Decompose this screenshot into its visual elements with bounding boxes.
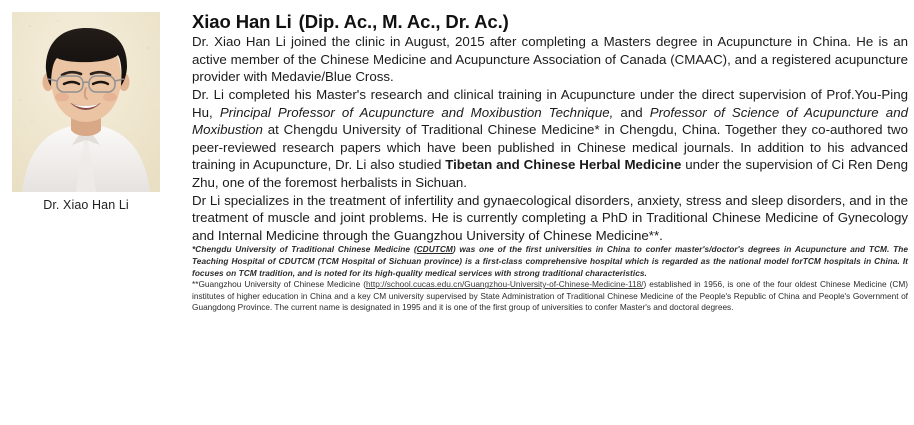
photo-column [0, 0, 172, 425]
bio-text-column [192, 0, 908, 314]
footnote-2-segment-2: ) established in 1956, is one of the four oldest Chinese Medicine (CM) institutes of higher education in China and a key CM university supervised by State Administration of Traditional Chinese Medicine of the People's Republic of China and People's Government of Guangdong Province. The current name is designated in 1995 and it is one of the first group of universities to confer Master's and doctoral degrees. [192, 279, 909, 313]
page-title [192, 0, 908, 33]
bio-p2-italic-title-1: Principal Professor of Acupuncture and Moxibustion Technique, [219, 104, 614, 120]
footnote-1-segment-2: ) was one of the first universities in China to confer master's/doctor's degrees in Acupuncture and TCM. The Teaching Hospital of CDUTCM (TCM Hospital of Sichuan province) is a first-class comprehensive hospital which is regarded as the national model forTCM hospitals in China. It focuses on TCM tradition, and is noted for its high-quality medical services with strong traditional characteristics. [192, 244, 908, 278]
bio-paragraph-2 [192, 86, 908, 192]
footnote-2 [192, 279, 908, 314]
bio-p2-bold-specialty: Tibetan and Chinese Herbal Medicine [445, 157, 682, 173]
bio-p2-segment-1: Dr. Li completed his Master's research and clinical training in Acupuncture under the direct supervision of Prof.You-Ping Hu, [192, 86, 908, 120]
footnote-2-segment-1: **Guangzhou University of Chinese Medicine ( [192, 279, 367, 290]
bio-p2-segment-5: at Chengdu University of Traditional Chinese Medicine* in Chengdu, China. Together they co-authored two peer-reviewed research papers which have been published in Chinese medical journals. In addition to his advanced training in Acupuncture, Dr. Li also studied [192, 122, 908, 173]
photo-caption: Dr. Xiao Han Li [43, 198, 129, 212]
portrait-illustration [12, 12, 160, 192]
footnote-1 [192, 244, 908, 279]
practitioner-credentials: (Dip. Ac., M. Ac., Dr. Ac.) [298, 11, 509, 32]
practitioner-name: Xiao Han Li [192, 11, 292, 32]
portrait-photo-dr-xiao-han-li [12, 12, 160, 192]
footnote-1-segment-1: *Chengdu University of Traditional Chinese Medicine ( [192, 244, 417, 255]
bio-p2-segment-7: under the supervision of Ci Ren Deng Zhu, one of the foremost herbalists in Sichuan. [192, 157, 908, 190]
footnote-2-link-guangzhou-university[interactable]: http://school.cucas.edu.cn/Guangzhou-University-of-Chinese-Medicine-118/ [366, 279, 644, 290]
bio-p2-italic-title-2: Professor of Science of Acupuncture and Moxibustion [192, 104, 908, 138]
bio-paragraph-3: Dr Li specializes in the treatment of infertility and gynaecological disorders, anxiety, stress and sleep disorders, and in the treatment of muscle and joint problems. He is currently completing a PhD in Traditional Chinese Medicine of Gynecology and Internal Medicine through the Guangzhou University of Chinese Medicine**. [192, 192, 908, 243]
bio-paragraph-1: Dr. Xiao Han Li joined the clinic in August, 2015 after completing a Masters degree in Acupuncture in China. He is an active member of the Chinese Medicine and Acupuncture Association of Canada (CMAAC), and a registered acupuncture provider with Medavie/Blue Cross. [192, 34, 908, 85]
bio-p2-segment-3: and [613, 104, 650, 120]
footnote-1-link-cdutcm[interactable]: CDUTCM [416, 244, 453, 255]
